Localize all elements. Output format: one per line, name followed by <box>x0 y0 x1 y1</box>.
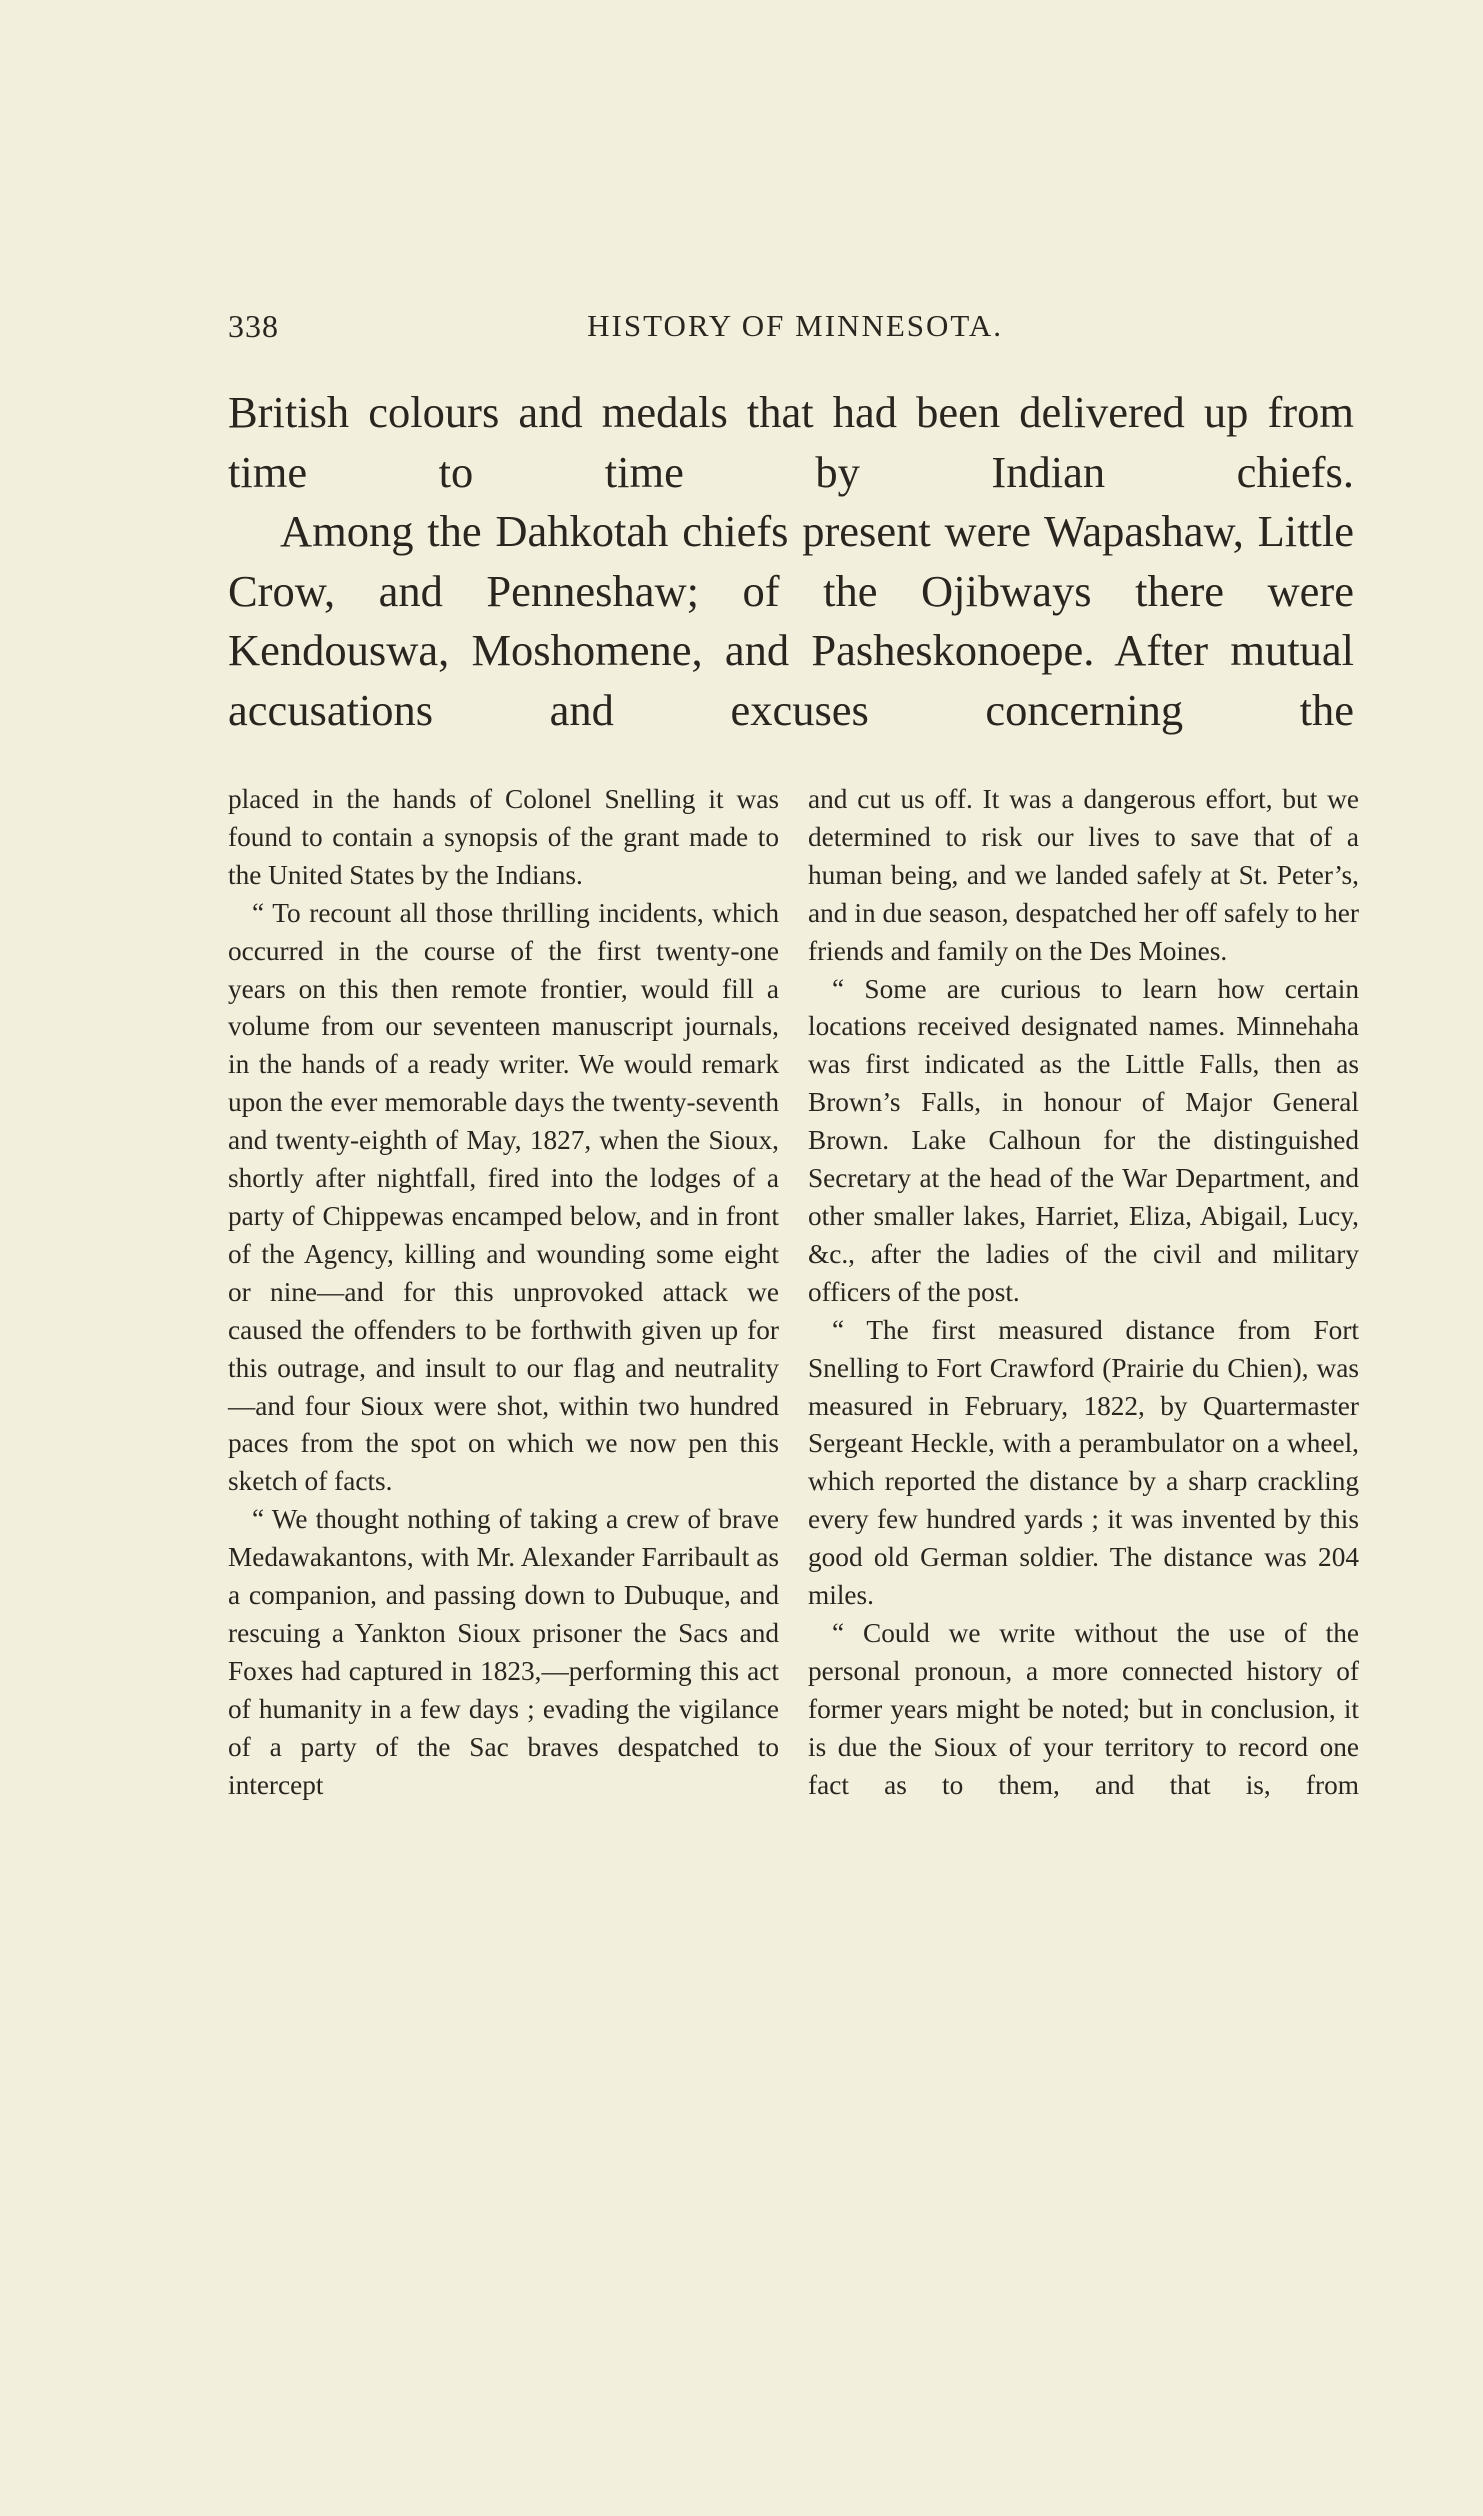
left-column <box>228 781 779 1804</box>
body-paragraph: placed in the hands of Colonel Snelling it was found to contain a synopsis of the grant made to the United States by the Indians. <box>228 784 779 890</box>
lead-paragraph: Among the Dahkotah chiefs present were Wapashaw, Little Crow, and Penneshaw; of the Ojibways there were Kendouswa, Moshomene, and Pasheskonoepe. After mutual accusations and excuses concerning the <box>228 506 1354 735</box>
page-number: 338 <box>228 307 279 344</box>
lead-text-block <box>228 383 1354 740</box>
body-paragraph: and cut us off. It was a dangerous effort, but we determined to risk our lives to save that of a human being, and we landed safely at St. Peter’s, and in due season, despatched her off safely to her friends and family on the Des Moines. <box>808 784 1359 966</box>
body-paragraph: “ Some are curious to learn how certain locations received designated names. Minnehaha was first indicated as the Little Falls, then as Brown’s Falls, in honour of Major General Brown. Lake Calhoun for the distinguished Secretary at the head of the War Department, and other smaller lakes, Harriet, Eliza, Abigail, Lucy, &c., after the ladies of the civil and military officers of the post. <box>808 973 1359 1307</box>
body-paragraph: “ To recount all those thrilling incidents, which occurred in the course of the first twenty-one years on this then remote frontier, would fill a volume from our seventeen manuscript journals, in the hands of a ready writer. We would remark upon the ever memorable days the twenty-seventh and twenty-eighth of May, 1827, when the Sioux, shortly after nightfall, fired into the lodges of a party of Chippewas encamped below, and in front of the Agency, killing and wounding some eight or nine—and for this unprovoked attack we caused the offenders to be forthwith given up for this outrage, and insult to our flag and neutrality—and four Sioux were shot, within two hundred paces from the spot on which we now pen this sketch of facts. <box>228 897 779 1497</box>
running-title: HISTORY OF MINNESOTA. <box>587 308 1003 343</box>
body-paragraph: “ The first measured distance from Fort Snelling to Fort Crawford (Prairie du Chien), was measured in February, 1822, by Quartermaster Sergeant Heckle, with a perambulator on a wheel, which reported the distance by a sharp crackling every few hundred yards ; it was invented by this good old German soldier. The distance was 204 miles. <box>808 1314 1359 1611</box>
body-paragraph: “ We thought nothing of taking a crew of brave Medawakantons, with Mr. Alexander Farribault as a companion, and passing down to Dubuque, and rescuing a Yankton Sioux prisoner the Sacs and Foxes had captured in 1823,—performing this act of humanity in a few days ; evading the vigilance of a party of the Sac braves despatched to intercept <box>228 1504 779 1800</box>
right-column <box>808 781 1359 1804</box>
lead-paragraph: British colours and medals that had been delivered up from time to time by Indian chiefs. <box>228 387 1354 497</box>
page-header <box>228 306 1001 346</box>
body-paragraph: “ Could we write without the use of the personal pronoun, a more connected history of former years might be noted; but in conclusion, it is due the Sioux of your territory to record one fact as to them, and that is, from <box>808 1617 1359 1800</box>
